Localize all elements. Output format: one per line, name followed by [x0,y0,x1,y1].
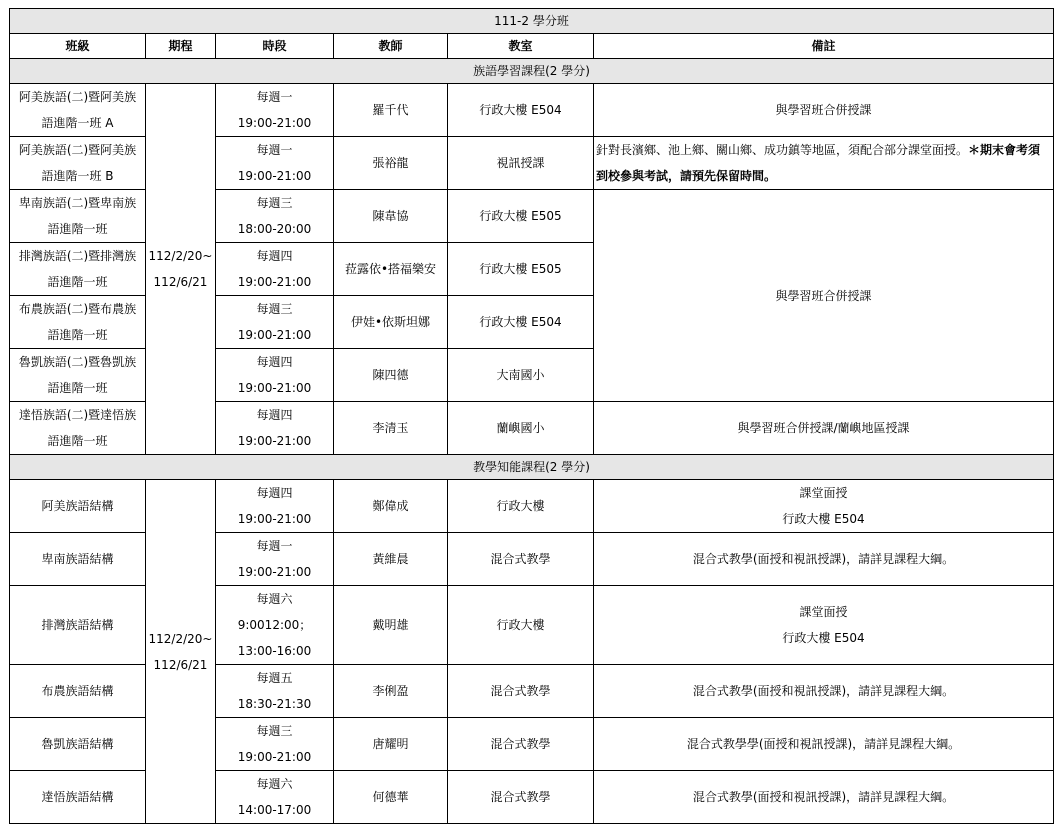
table-title-row [10,9,1054,34]
class-cell: 魯凱族語(二)暨魯凱族 語進階一班 [10,349,146,402]
teacher-cell: 陳四德 [334,349,448,402]
time-cell: 每週六 9:0012:00； 13:00-16:00 [216,586,334,665]
room-cell: 混合式教學 [448,771,594,824]
note-cell: 與學習班合併授課 [594,84,1054,137]
note-cell: 混合式教學(面授和視訊授課)，請詳見課程大綱。 [594,533,1054,586]
header-teacher: 教師 [334,34,448,59]
header-room: 教室 [448,34,594,59]
header-period: 期程 [146,34,216,59]
room-cell: 混合式教學 [448,665,594,718]
note-cell: 與學習班合併授課/蘭嶼地區授課 [594,402,1054,455]
teacher-cell: 李俐盈 [334,665,448,718]
teacher-cell: 伊娃•依斯坦娜 [334,296,448,349]
header-class: 班級 [10,34,146,59]
schedule-table [9,8,1054,824]
room-cell: 行政大樓 E505 [448,190,594,243]
section-title: 族語學習課程(2 學分) [10,59,1054,84]
class-cell: 阿美族語結構 [10,480,146,533]
class-cell: 魯凱族語結構 [10,718,146,771]
room-cell: 行政大樓 [448,586,594,665]
teacher-cell: 菈露依•搭福樂安 [334,243,448,296]
time-cell: 每週五 18:30-21:30 [216,665,334,718]
table-row [10,480,1054,533]
class-cell: 卑南族語(二)暨卑南族 語進階一班 [10,190,146,243]
room-cell: 混合式教學 [448,533,594,586]
class-cell: 布農族語結構 [10,665,146,718]
teacher-cell: 黃維晨 [334,533,448,586]
table-title: 111-2 學分班 [10,9,1054,34]
room-cell: 行政大樓 E505 [448,243,594,296]
teacher-cell: 張裕龍 [334,137,448,190]
class-cell: 達悟族語結構 [10,771,146,824]
room-cell: 蘭嶼國小 [448,402,594,455]
note-cell: 混合式教學(面授和視訊授課)，請詳見課程大綱。 [594,665,1054,718]
section-header-teaching [10,455,1054,480]
class-cell: 排灣族語(二)暨排灣族 語進階一班 [10,243,146,296]
room-cell: 混合式教學 [448,718,594,771]
room-cell: 行政大樓 E504 [448,84,594,137]
room-cell: 行政大樓 E504 [448,296,594,349]
teacher-cell: 何德華 [334,771,448,824]
teacher-cell: 羅千代 [334,84,448,137]
time-cell: 每週四 19:00-21:00 [216,243,334,296]
note-cell: 針對長濱鄉、池上鄉、關山鄉、成功鎮等地區，須配合部分課堂面授。＊期末會考須到校參與考試，請預先保留時間。 [594,137,1054,190]
teacher-cell: 陳韋協 [334,190,448,243]
header-time: 時段 [216,34,334,59]
room-cell: 行政大樓 [448,480,594,533]
time-cell: 每週四 19:00-21:00 [216,349,334,402]
section-header-language [10,59,1054,84]
time-cell: 每週三 18:00-20:00 [216,190,334,243]
note-cell: 混合式教學學(面授和視訊授課)，請詳見課程大綱。 [594,718,1054,771]
time-cell: 每週一 19:00-21:00 [216,137,334,190]
room-cell: 視訊授課 [448,137,594,190]
class-cell: 排灣族語結構 [10,586,146,665]
time-cell: 每週四 19:00-21:00 [216,402,334,455]
note-cell: 與學習班合併授課 [594,190,1054,402]
time-cell: 每週三 19:00-21:00 [216,718,334,771]
class-cell: 阿美族語(二)暨阿美族 語進階一班 B [10,137,146,190]
room-cell: 大南國小 [448,349,594,402]
teacher-cell: 唐耀明 [334,718,448,771]
class-cell: 卑南族語結構 [10,533,146,586]
teacher-cell: 李清玉 [334,402,448,455]
note-cell: 課堂面授 行政大樓 E504 [594,586,1054,665]
class-cell: 阿美族語(二)暨阿美族 語進階一班 A [10,84,146,137]
note-cell: 課堂面授 行政大樓 E504 [594,480,1054,533]
time-cell: 每週三 19:00-21:00 [216,296,334,349]
time-cell: 每週一 19:00-21:00 [216,533,334,586]
class-cell: 達悟族語(二)暨達悟族 語進階一班 [10,402,146,455]
time-cell: 每週一 19:00-21:00 [216,84,334,137]
teacher-cell: 戴明雄 [334,586,448,665]
section-title: 教學知能課程(2 學分) [10,455,1054,480]
header-row [10,34,1054,59]
period-cell: 112/2/20~ 112/6/21 [146,480,216,824]
time-cell: 每週四 19:00-21:00 [216,480,334,533]
teacher-cell: 鄭偉成 [334,480,448,533]
period-cell: 112/2/20~ 112/6/21 [146,84,216,455]
header-notes: 備註 [594,34,1054,59]
time-cell: 每週六 14:00-17:00 [216,771,334,824]
class-cell: 布農族語(二)暨布農族 語進階一班 [10,296,146,349]
note-cell: 混合式教學(面授和視訊授課)，請詳見課程大綱。 [594,771,1054,824]
table-row [10,84,1054,137]
